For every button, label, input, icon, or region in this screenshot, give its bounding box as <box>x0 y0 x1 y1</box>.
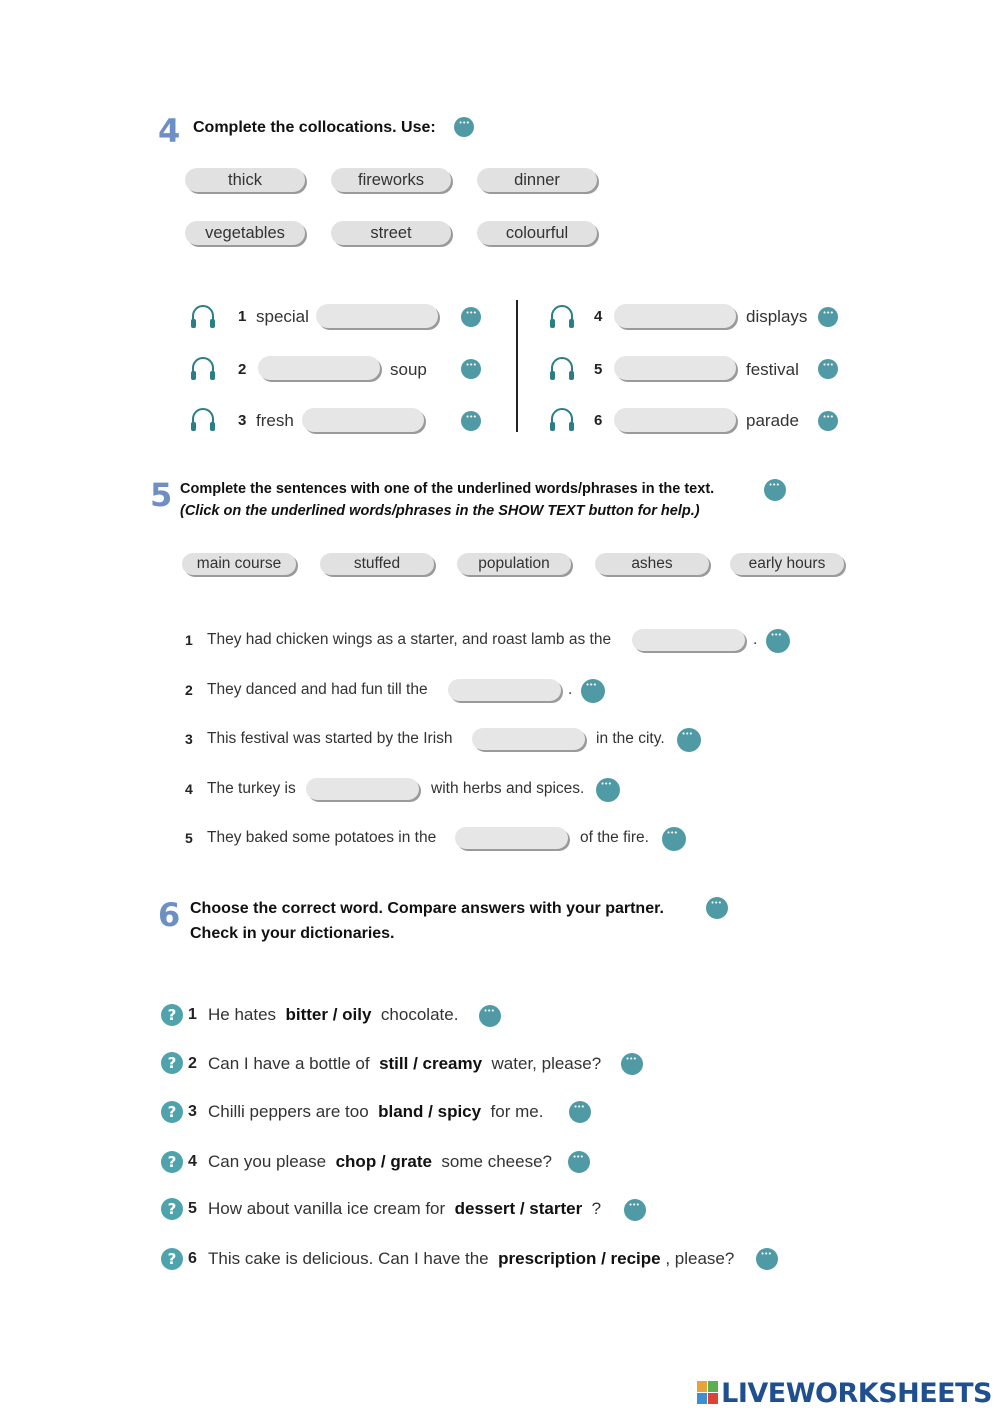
sentence-text-after: . <box>753 631 758 648</box>
section-4-audio-icon[interactable] <box>454 117 474 137</box>
choice-after: ? <box>591 1199 602 1218</box>
choice-after: , please? <box>665 1249 735 1268</box>
headphones-icon[interactable] <box>548 302 576 332</box>
word-tile[interactable]: thick <box>185 168 305 192</box>
choice-sentence <box>208 1150 552 1174</box>
word-tile[interactable]: ashes <box>595 553 709 575</box>
liveworksheets-logo <box>697 1375 992 1411</box>
audio-icon[interactable] <box>818 307 838 327</box>
audio-icon[interactable] <box>569 1101 591 1123</box>
choice-number: 5 <box>188 1200 197 1217</box>
section-5-audio-icon[interactable] <box>764 479 786 501</box>
item-number: 1 <box>238 308 247 325</box>
choice-options[interactable]: bitter / oily <box>285 1005 372 1024</box>
choice-sentence <box>208 1197 601 1221</box>
sentence-number: 4 <box>185 781 193 797</box>
item-number: 5 <box>594 361 603 378</box>
sentence-text-after: in the city. <box>596 730 665 747</box>
choice-number: 1 <box>188 1006 197 1023</box>
audio-icon[interactable] <box>624 1199 646 1221</box>
item-text: fresh <box>256 411 294 430</box>
choice-after: water, please? <box>491 1054 602 1073</box>
sentence-input-1[interactable] <box>632 629 745 651</box>
choice-number: 6 <box>188 1250 197 1267</box>
brand-name: LIVEWORKSHEETS <box>721 1377 992 1409</box>
section-5-subtitle: (Click on the underlined words/phrases in the SHOW TEXT button for help.) <box>180 503 700 519</box>
sentence-text-after: with herbs and spices. <box>431 780 585 797</box>
audio-icon[interactable] <box>818 359 838 379</box>
choice-sentence <box>208 1003 458 1027</box>
audio-icon[interactable] <box>581 679 605 703</box>
sentence-text: This festival was started by the Irish <box>207 730 453 747</box>
choice-options[interactable]: dessert / starter <box>454 1199 583 1218</box>
item-text: parade <box>746 411 799 430</box>
section-5-number: 5 <box>150 476 173 514</box>
help-icon[interactable]: ? <box>161 1248 183 1270</box>
choice-number: 2 <box>188 1055 197 1072</box>
audio-icon[interactable] <box>461 411 481 431</box>
item-number: 3 <box>238 412 247 429</box>
choice-options[interactable]: bland / spicy <box>378 1102 482 1121</box>
headphones-icon[interactable] <box>548 405 576 435</box>
sentence-text: They danced and had fun till the <box>207 681 428 698</box>
word-tile[interactable]: early hours <box>730 553 844 575</box>
choice-sentence <box>208 1052 601 1076</box>
audio-icon[interactable] <box>568 1151 590 1173</box>
item-text: festival <box>746 360 799 379</box>
item-number: 2 <box>238 361 247 378</box>
headphones-icon[interactable] <box>189 354 217 384</box>
choice-after: some cheese? <box>441 1152 552 1171</box>
choice-before: Chilli peppers are too <box>208 1102 369 1121</box>
word-tile[interactable]: vegetables <box>185 221 305 245</box>
help-icon[interactable]: ? <box>161 1198 183 1220</box>
section-4-title: Complete the collocations. Use: <box>193 119 436 136</box>
audio-icon[interactable] <box>461 359 481 379</box>
section-5-title: Complete the sentences with one of the underlined words/phrases in the text. <box>180 481 715 497</box>
section-6-number: 6 <box>158 896 181 934</box>
choice-after: for me. <box>490 1102 544 1121</box>
audio-icon[interactable] <box>756 1248 778 1270</box>
answer-input-6[interactable] <box>614 408 736 432</box>
headphones-icon[interactable] <box>189 405 217 435</box>
sentence-text-after: of the fire. <box>580 829 649 846</box>
help-icon[interactable]: ? <box>161 1004 183 1026</box>
audio-icon[interactable] <box>461 307 481 327</box>
answer-input-1[interactable] <box>316 304 438 328</box>
audio-icon[interactable] <box>766 629 790 653</box>
choice-after: chocolate. <box>380 1005 459 1024</box>
choice-number: 4 <box>188 1153 197 1170</box>
word-tile[interactable]: population <box>457 553 571 575</box>
answer-input-3[interactable] <box>302 408 424 432</box>
choice-before: This cake is delicious. Can I have the <box>208 1249 489 1268</box>
sentence-input-2[interactable] <box>448 679 561 701</box>
audio-icon[interactable] <box>596 778 620 802</box>
headphones-icon[interactable] <box>189 302 217 332</box>
choice-sentence <box>208 1247 734 1271</box>
sentence-text: They baked some potatoes in the <box>207 829 437 846</box>
choice-before: He hates <box>208 1005 277 1024</box>
choice-sentence <box>208 1100 543 1124</box>
item-number: 4 <box>594 308 603 325</box>
sentence-input-4[interactable] <box>306 778 419 800</box>
audio-icon[interactable] <box>662 827 686 851</box>
word-tile[interactable]: stuffed <box>320 553 434 575</box>
answer-input-4[interactable] <box>614 304 736 328</box>
choice-options[interactable]: chop / grate <box>335 1152 432 1171</box>
word-tile[interactable]: dinner <box>477 168 597 192</box>
word-tile[interactable]: fireworks <box>331 168 451 192</box>
answer-input-2[interactable] <box>258 356 380 380</box>
audio-icon[interactable] <box>818 411 838 431</box>
sentence-text-after: . <box>568 681 573 698</box>
logo-icon <box>697 1380 719 1406</box>
help-icon[interactable]: ? <box>161 1101 183 1123</box>
help-icon[interactable]: ? <box>161 1052 183 1074</box>
word-tile[interactable]: colourful <box>477 221 597 245</box>
section-6-title-line1: Choose the correct word. Compare answers with your partner. <box>190 900 664 917</box>
sentence-text: They had chicken wings as a starter, and roast lamb as the <box>207 631 612 648</box>
item-text: displays <box>746 307 808 326</box>
section-6-audio-icon[interactable] <box>706 897 728 919</box>
audio-icon[interactable] <box>621 1053 643 1075</box>
help-icon[interactable]: ? <box>161 1151 183 1173</box>
choice-before: How about vanilla ice cream for <box>208 1199 446 1218</box>
choice-number: 3 <box>188 1103 197 1120</box>
choice-before: Can I have a bottle of <box>208 1054 370 1073</box>
choice-before: Can you please <box>208 1152 327 1171</box>
choice-options[interactable]: still / creamy <box>379 1054 483 1073</box>
sentence-number: 3 <box>185 731 193 747</box>
sentence-input-3[interactable] <box>472 728 585 750</box>
word-tile[interactable]: street <box>331 221 451 245</box>
word-tile[interactable]: main course <box>182 553 296 575</box>
item-text: special <box>256 307 309 326</box>
section-6-title-line2: Check in your dictionaries. <box>190 925 395 942</box>
answer-input-5[interactable] <box>614 356 736 380</box>
sentence-number: 5 <box>185 830 193 846</box>
section-4-number: 4 <box>158 112 181 150</box>
headphones-icon[interactable] <box>548 354 576 384</box>
item-text: soup <box>390 360 427 379</box>
choice-options[interactable]: prescription / recipe <box>498 1249 661 1268</box>
sentence-input-5[interactable] <box>455 827 568 849</box>
sentence-number: 1 <box>185 632 193 648</box>
sentence-number: 2 <box>185 682 193 698</box>
item-number: 6 <box>594 412 603 429</box>
sentence-text: The turkey is <box>207 780 296 797</box>
audio-icon[interactable] <box>677 728 701 752</box>
column-divider <box>516 300 518 432</box>
audio-icon[interactable] <box>479 1005 501 1027</box>
